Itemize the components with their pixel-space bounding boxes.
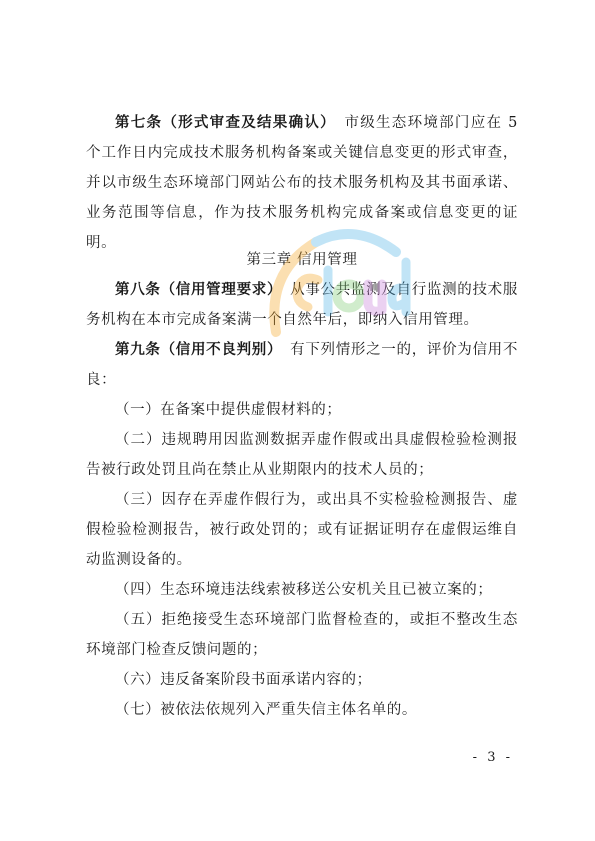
article-8-body: 从事公共监测及自行监测的技术服务机构在本市完成备案满一个自然年后，即纳入信用管理。 (86, 282, 518, 328)
article-9 (86, 335, 518, 395)
article-9-body: 有下列情形之一的，评价为信用不良： (86, 342, 518, 388)
article-9-heading: 第九条（信用不良判别） (115, 341, 275, 358)
chapter-3-title: 第三章 信用管理 (246, 252, 358, 268)
article-8 (86, 275, 518, 335)
list-item: （二）违规聘用因监测数据弄虚作假或出具虚假检验检测报告被行政处罚且尚在禁止从业期限内的技术人员的； (86, 432, 518, 478)
list-item: （五）拒绝接受生态环境部门监督检查的，或拒不整改生态环境部门检查反馈问题的； (86, 612, 518, 658)
article-7 (86, 108, 518, 258)
article-7-heading: 第七条（形式审查及结果确认） (115, 114, 329, 131)
article-7-body: 市级生态环境部门应在 5 个工作日内完成技术服务机构备案或关键信息变更的形式审查，并以市级生态环境部门网站公布的技术服务机构及其书面承诺、业务范围等信息，作为技术服务机构完成备案或信息变更的证明。 (86, 115, 518, 251)
list-item: （一）在备案中提供虚假材料的； (115, 402, 342, 418)
page-number: - 3 - (472, 750, 513, 765)
list-item: （七）被依法依规列入严重失信主体名单的。 (115, 702, 417, 718)
list-item: （六）违反备案阶段书面承诺内容的； (115, 672, 372, 688)
list-item: （四）生态环境违法线索被移送公安机关且已被立案的； (115, 582, 493, 598)
article-8-heading: 第八条（信用管理要求） (115, 281, 275, 298)
list-item: （三）因存在弄虚作假行为，或出具不实检验检测报告、虚假检验检测报告，被行政处罚的；或有证据证明存在虚假运维自动监测设备的。 (86, 492, 518, 568)
